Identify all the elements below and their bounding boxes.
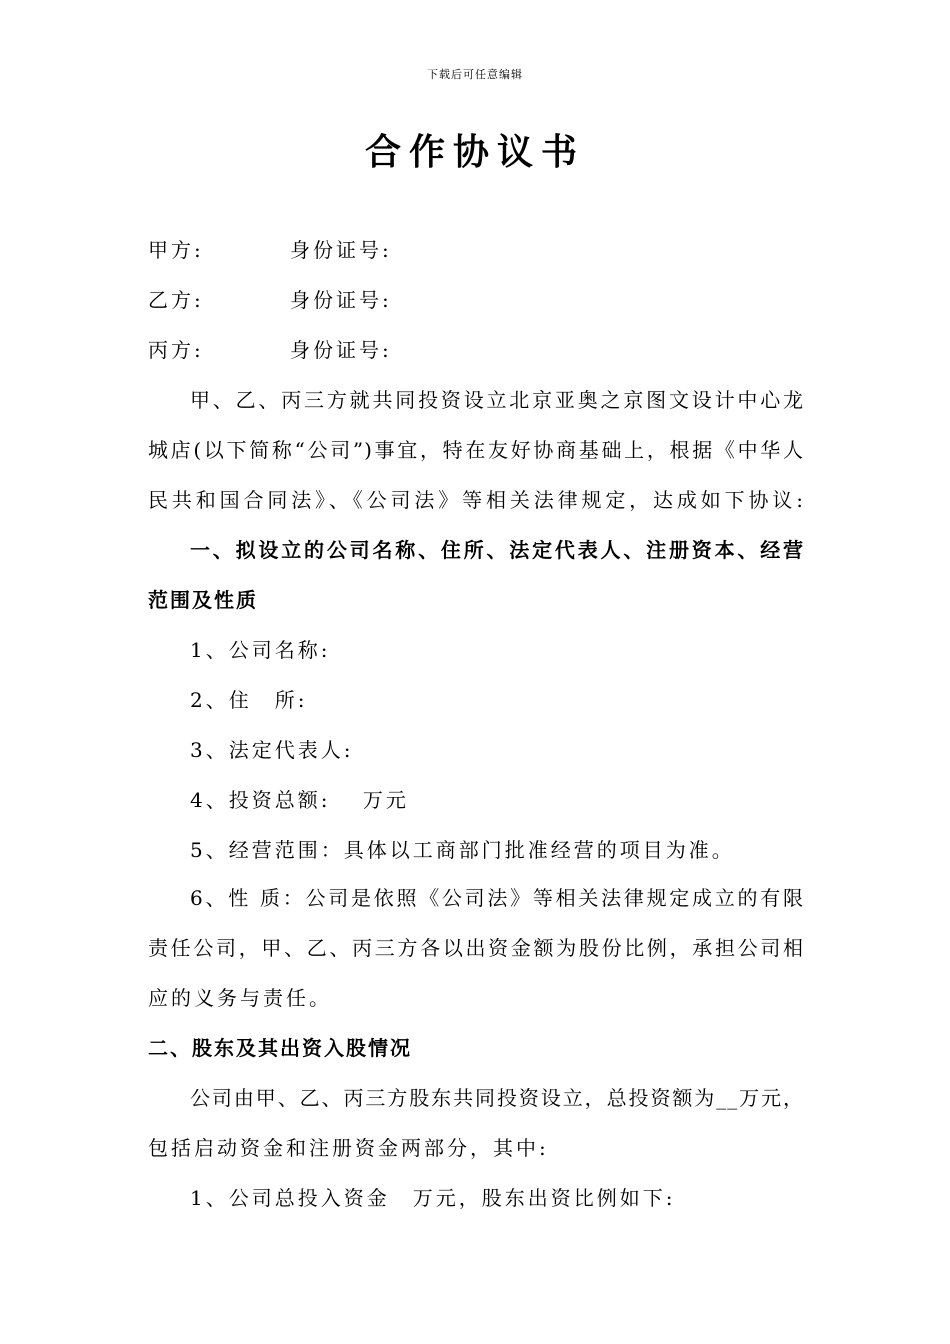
document-title: 合作协议书 bbox=[364, 131, 585, 173]
party-b-label: 乙方: bbox=[148, 288, 204, 312]
section1-heading-cont: 范围及性质 bbox=[148, 588, 258, 612]
section1-item6-line: 6、性 质：公司是依照《公司法》等相关法律规定成立的有限 bbox=[190, 886, 804, 910]
party-c-id-label: 身份证号: bbox=[290, 338, 392, 362]
section1-heading: 一、拟设立的公司名称、住所、法定代表人、注册资本、经营 bbox=[190, 538, 804, 562]
preamble-line: 民共和国合同法》、《公司法》等相关法律规定，达成如下协议: bbox=[148, 488, 804, 512]
section1-item: 1、公司名称: bbox=[190, 638, 331, 662]
section1-item6-line: 应的义务与责任。 bbox=[148, 986, 332, 1010]
section1-item: 5、经营范围：具体以工商部门批准经营的项目为准。 bbox=[190, 838, 735, 862]
section2-heading: 二、股东及其出资入股情况 bbox=[148, 1036, 412, 1060]
section1-item: 4、投资总额: 万元 bbox=[190, 788, 409, 812]
preamble-line: 甲、乙、丙三方就共同投资设立北京亚奥之京图文设计中心龙 bbox=[190, 388, 804, 412]
section1-item: 3、法定代表人: bbox=[190, 738, 354, 762]
header-note: 下载后可任意编辑 bbox=[427, 68, 523, 81]
party-row-c bbox=[148, 336, 392, 364]
party-a-label: 甲方: bbox=[148, 238, 204, 262]
section2-para-line: 公司由甲、乙、丙三方股东共同投资设立，总投资额为__万元， bbox=[190, 1086, 804, 1110]
party-row-a bbox=[148, 236, 392, 264]
section2-item: 1、公司总投入资金 万元，股东出资比例如下: bbox=[190, 1186, 676, 1210]
preamble-line: 城店(以下简称“公司”)事宜，特在友好协商基础上，根据《中华人 bbox=[148, 438, 804, 462]
party-b-id-label: 身份证号: bbox=[290, 288, 392, 312]
party-a-id-label: 身份证号: bbox=[290, 238, 392, 262]
section1-item6-line: 责任公司，甲、乙、丙三方各以出资金额为股份比例，承担公司相 bbox=[148, 936, 804, 960]
section2-para-line: 包括启动资金和注册资金两部分，其中: bbox=[148, 1136, 549, 1160]
party-c-label: 丙方: bbox=[148, 338, 204, 362]
section1-item: 2、住 所: bbox=[190, 688, 308, 712]
party-row-b bbox=[148, 286, 392, 314]
